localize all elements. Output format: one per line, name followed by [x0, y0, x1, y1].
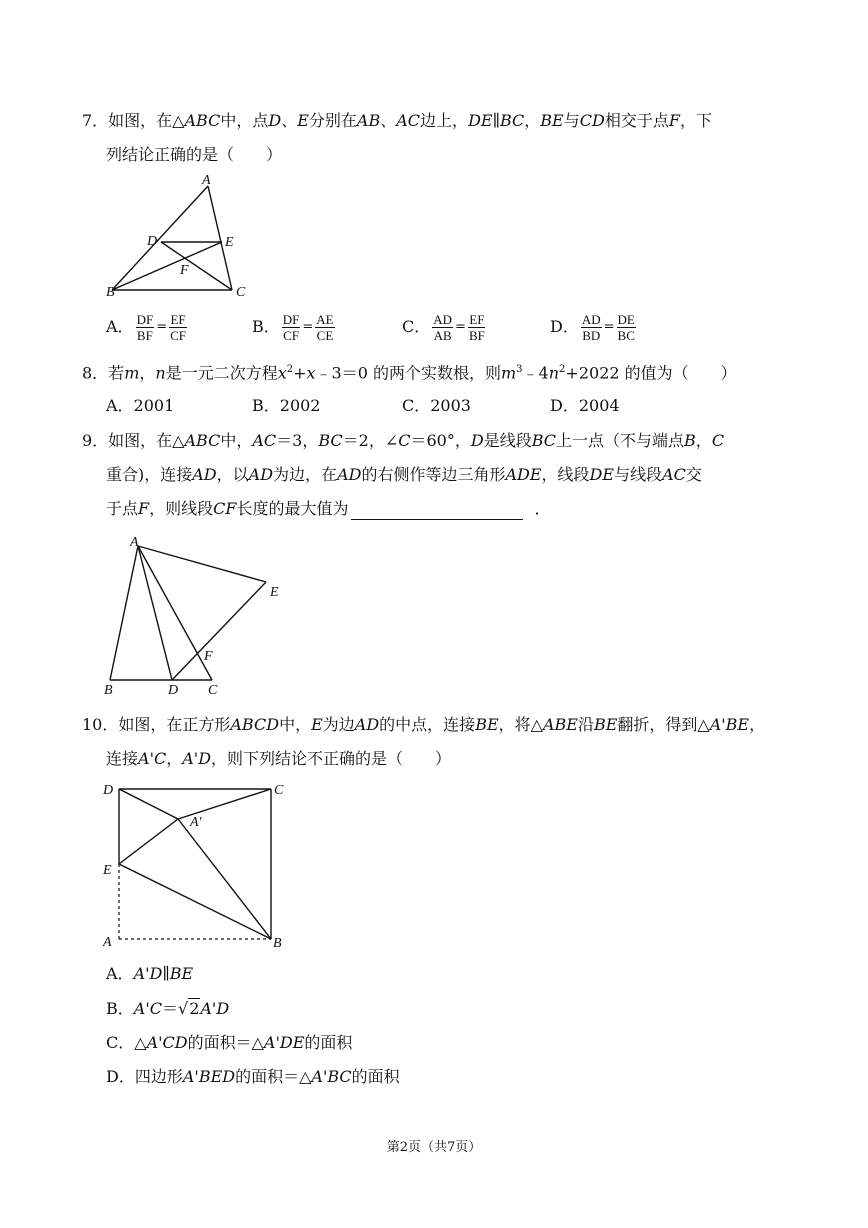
q10-label-c: C	[274, 783, 284, 798]
q9-figure	[98, 532, 298, 700]
q8-line1: 8．若m，n是一元二次方程$x^2+x﹣3=0$ 的两个实数根，则$m^3﹣4n^2+2022$ 的值为（ ）	[82, 363, 737, 383]
q9-label-a: A	[130, 535, 139, 550]
q9-label-c: C	[208, 683, 218, 698]
q10-label-e: E	[103, 863, 112, 878]
q10-label-a: A	[103, 935, 112, 950]
q9-label-e: E	[270, 585, 279, 600]
q9-answer-blank[interactable]	[351, 503, 523, 520]
q10-option-c[interactable]: C．△A'CD的面积＝△A'DE的面积	[106, 1033, 353, 1052]
q8-option-c[interactable]: C．2003	[402, 396, 471, 415]
q7-figure	[100, 172, 260, 304]
q7-line1: 7．如图，在△ABC中，点D、E分别在AB、AC边上，DE∥BC，BE与CD相交于点F，下	[82, 111, 712, 130]
q10-figure	[98, 778, 298, 954]
q7-label-b: B	[106, 285, 115, 300]
q9-label-f: F	[204, 649, 213, 664]
q9-line3: 于点F，则线段CF长度的最大值为 ．	[106, 499, 551, 518]
q9-line1: 9．如图，在△ABC中，AC＝3，BC＝2，∠C＝60°，D是线段BC上一点（不与端点B，C	[82, 431, 725, 450]
q9-label-d: D	[168, 683, 179, 698]
q7-option-d[interactable]: D． $\frac{AD}{BD}$ = $\frac{DE}{BC}$	[550, 312, 635, 343]
q10-option-b[interactable]: B．A'C＝√2A'D	[106, 999, 230, 1018]
q7-option-a[interactable]: A． $\frac{DF}{BF}$ = $\frac{EF}{CF}$	[106, 312, 186, 343]
q7-label-c: C	[236, 285, 246, 300]
q7-label-e: E	[225, 235, 234, 250]
page-footer: 第2页（共7页）	[386, 1140, 482, 1155]
q7-option-b[interactable]: B． $\frac{DF}{CF}$ = $\frac{AE}{CE}$	[252, 312, 334, 343]
q10-option-d[interactable]: D．四边形A'BED的面积＝△A'BC的面积	[106, 1067, 400, 1086]
q10-line1: 10．如图，在正方形ABCD中，E为边AD的中点，连接BE，将△ABE沿BE翻折，得到△A'BE，	[82, 715, 766, 734]
q7-label-f: F	[180, 263, 189, 278]
q7-label-d: D	[147, 234, 158, 249]
q9-label-b: B	[104, 683, 113, 698]
q10-label-d: D	[103, 783, 114, 798]
q8-option-b[interactable]: B．2002	[252, 396, 321, 415]
q10-label-b: B	[273, 936, 282, 951]
q8-option-d[interactable]: D．2004	[550, 396, 620, 415]
q8-option-a[interactable]: A．2001	[106, 396, 175, 415]
q10-option-a[interactable]: A．A'D∥BE	[106, 964, 194, 983]
q9-line2: 重合)，连接AD，以AD为边，在AD的右侧作等边三角形ADE，线段DE与线段AC交	[106, 465, 702, 484]
q7-line2: 列结论正确的是（ ）	[106, 145, 283, 164]
q7-option-c[interactable]: C． $\frac{AD}{AB}$ = $\frac{EF}{BF}$	[402, 312, 485, 343]
q10-label-a-prime: A′	[190, 815, 202, 830]
q10-line2: 连接A'C，A'D，则下列结论不正确的是（ ）	[106, 749, 452, 768]
q7-label-a: A	[202, 173, 211, 188]
